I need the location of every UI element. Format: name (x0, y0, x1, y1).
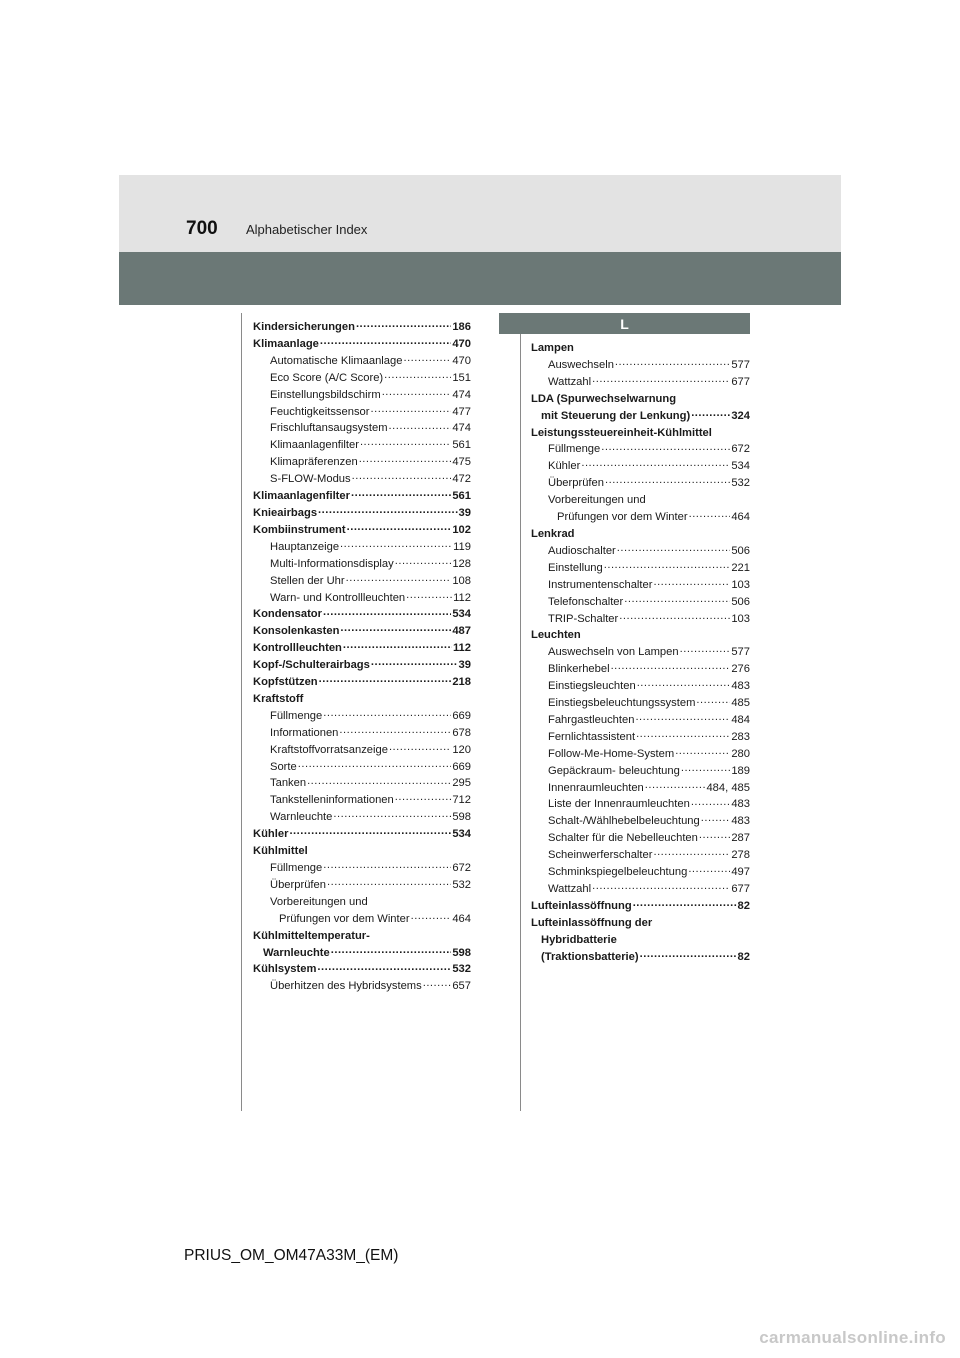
index-entry-page: 112 (452, 642, 471, 655)
index-entry-page: 534 (452, 828, 471, 841)
index-entry (531, 611, 750, 628)
index-entry-term: Klimapräferenzen (270, 456, 358, 469)
index-entry (253, 488, 471, 505)
dot-leader (619, 612, 730, 622)
dot-leader (351, 489, 451, 499)
index-entry (253, 775, 471, 792)
dot-leader (371, 405, 452, 415)
index-entry-page: 484 (731, 713, 750, 726)
index-entry-page: 119 (453, 540, 471, 553)
dot-leader (624, 595, 730, 605)
dot-leader (406, 591, 452, 601)
index-entry-page: 474 (452, 388, 471, 401)
index-entry-page: 657 (452, 980, 471, 993)
index-column-left (253, 319, 471, 995)
index-entry-term: Kühler (253, 828, 289, 841)
index-entry (531, 408, 750, 425)
index-entry-page: 103 (731, 612, 750, 625)
dot-leader (340, 540, 452, 550)
index-entry-term: Warnleuchte (270, 811, 333, 824)
index-entry-term: Überprüfen (270, 878, 326, 891)
index-entry-page: 497 (731, 866, 750, 879)
dot-leader (635, 713, 730, 723)
dot-leader (691, 797, 731, 807)
dot-leader (699, 831, 730, 841)
index-entry-page: 534 (452, 608, 471, 621)
header-dark-bar (119, 252, 841, 305)
index-entry (531, 627, 750, 644)
index-entry-term: Gepäckraum- beleuchtung (548, 764, 680, 777)
index-entry (531, 475, 750, 492)
index-entry-term: S-FLOW-Modus (270, 473, 351, 486)
index-entry-term: Knieairbags (253, 506, 318, 519)
index-entry (253, 759, 471, 776)
index-entry (531, 509, 750, 526)
dot-leader (675, 747, 730, 757)
index-entry (253, 556, 471, 573)
index-entry (531, 932, 750, 949)
dot-leader (359, 455, 452, 465)
index-entry-term: Tanken (270, 777, 307, 790)
dot-leader (389, 743, 451, 753)
index-entry (253, 894, 471, 911)
index-entry-term: Stellen der Uhr (270, 574, 345, 587)
dot-leader (347, 523, 452, 533)
dot-leader (423, 979, 452, 989)
index-entry-term: Fahrgastleuchten (548, 713, 635, 726)
index-entry-page: 151 (452, 371, 471, 384)
index-entry-term: Tankstelleninformationen (270, 794, 394, 807)
dot-leader (333, 810, 451, 820)
dot-leader (581, 459, 730, 469)
dot-leader (615, 358, 730, 368)
index-entry-page: 102 (452, 523, 471, 536)
index-entry-page: 532 (731, 477, 750, 490)
dot-leader (611, 662, 731, 672)
index-entry-term: mit Steuerung der Lenkung) (541, 409, 691, 422)
watermark: carmanualsonline.info (759, 1328, 946, 1347)
index-entry-term: Hauptanzeige (270, 540, 340, 553)
index-entry (253, 826, 471, 843)
index-entry-term: Klimaanlagenfilter (270, 439, 359, 452)
index-entry (531, 374, 750, 391)
dot-leader (395, 557, 452, 567)
index-entry-term: Auswechseln (548, 358, 614, 371)
dot-leader (323, 709, 451, 719)
dot-leader (298, 760, 452, 770)
dot-leader (636, 730, 730, 740)
index-entry-term: Füllmenge (548, 443, 601, 456)
index-entry (253, 657, 471, 674)
index-entry-page: 598 (452, 946, 471, 959)
index-entry-term: Überprüfen (548, 477, 604, 490)
dot-leader (601, 442, 730, 452)
index-entry (253, 353, 471, 370)
index-entry-term: Liste der Innenraumleuchten (548, 798, 690, 811)
footer-model-code: PRIUS_OM_OM47A33M_(EM) (184, 1247, 399, 1264)
dot-leader (384, 371, 451, 381)
index-entry-term: Multi-Informationsdisplay (270, 557, 394, 570)
index-entry (253, 573, 471, 590)
index-entry-term: Leistungssteuereinheit-Kühlmittel (531, 426, 712, 439)
index-entry-page: 677 (731, 883, 750, 895)
index-entry (253, 945, 471, 962)
index-entry (253, 420, 471, 437)
index-entry-term: (Traktionsbatterie) (541, 950, 639, 963)
index-entry (531, 915, 750, 932)
index-entry-term: Warn- und Kontrollleuchten (270, 591, 406, 604)
index-entry (531, 644, 750, 661)
dot-leader (653, 848, 730, 858)
index-entry-term: Blinkerhebel (548, 663, 610, 676)
index-entry-term: TRIP-Schalter (548, 612, 619, 625)
dot-leader (689, 510, 731, 520)
index-entry-page: 672 (452, 862, 471, 874)
dot-leader (633, 899, 737, 909)
index-entry (531, 492, 750, 509)
index-entry-page: 82 (737, 899, 750, 912)
index-entry-page: 474 (452, 422, 471, 435)
index-entry-term: Instrumentenschalter (548, 578, 653, 591)
dot-leader (318, 506, 458, 516)
index-entry (531, 898, 750, 915)
index-entry (531, 560, 750, 577)
index-entry-term: LDA (Spurwechselwarnung (531, 392, 677, 405)
index-entry (253, 961, 471, 978)
dot-leader (680, 645, 731, 655)
index-entry (531, 746, 750, 763)
index-entry-term: Einstellung (548, 561, 603, 574)
index-entry-term: Kondensator (253, 608, 322, 621)
index-entry-term: Auswechseln von Lampen (548, 646, 679, 659)
index-entry (531, 391, 750, 408)
index-entry-term: Fernlichtassistent (548, 730, 636, 743)
index-entry-term: Lenkrad (531, 527, 575, 540)
index-entry-term: Kühlmittel (253, 845, 308, 858)
index-entry (253, 539, 471, 556)
index-entry-term: Follow-Me-Home-System (548, 747, 675, 760)
index-entry-term: Kraftstoff (253, 692, 304, 705)
index-entry (253, 522, 471, 539)
dot-leader (360, 438, 451, 448)
index-entry-page: 276 (731, 663, 750, 676)
index-entry-term: Hybridbatterie (541, 933, 617, 946)
dot-leader (411, 912, 452, 922)
index-entry-term: Füllmenge (270, 862, 323, 874)
index-entry-page: 221 (731, 561, 750, 574)
index-entry-term: Kraftstoffvorratsanzeige (270, 743, 388, 756)
index-entry-page: 669 (452, 709, 471, 722)
index-entry (253, 708, 471, 725)
index-entry (253, 623, 471, 640)
dot-leader (592, 882, 730, 892)
dot-leader (289, 827, 451, 837)
index-entry-page: 475 (452, 456, 471, 469)
index-entry-page: 103 (731, 578, 750, 591)
index-entry-term: Leuchten (531, 629, 581, 642)
index-entry (531, 594, 750, 611)
index-entry (531, 441, 750, 458)
index-entry-term: Kühlmitteltemperatur- (253, 929, 370, 942)
dot-leader (327, 878, 451, 888)
index-entry-page: 218 (452, 676, 471, 689)
index-entry-page: 464 (452, 912, 471, 925)
dot-leader (617, 544, 731, 554)
index-entry (253, 978, 471, 995)
dot-leader (681, 764, 730, 774)
index-entry-term: Kühler (548, 460, 581, 473)
dot-leader (691, 409, 730, 419)
index-entry (531, 763, 750, 780)
index-entry-page: 186 (452, 321, 471, 333)
index-entry (531, 796, 750, 813)
index-entry-page: 283 (731, 730, 750, 743)
dot-leader (645, 781, 706, 791)
index-entry (253, 404, 471, 421)
index-entry-term: Vorbereitungen und (548, 494, 646, 507)
index-entry-page: 483 (731, 680, 750, 693)
index-entry (253, 928, 471, 945)
index-entry-term: Klimaanlage (253, 337, 319, 350)
index-entry (253, 454, 471, 471)
index-entry-page: 712 (452, 794, 471, 807)
index-entry-page: 472 (452, 473, 471, 486)
index-entry-page: 280 (731, 747, 750, 760)
index-entry-page: 484, 485 (706, 781, 750, 794)
dot-leader (382, 388, 452, 398)
index-entry-page: 561 (452, 439, 471, 452)
index-entry-term: Telefonschalter (548, 595, 624, 608)
index-entry-page: 108 (452, 574, 471, 587)
dot-leader (319, 675, 452, 685)
dot-leader (688, 865, 730, 875)
index-entry-page: 532 (452, 878, 471, 891)
dot-leader (346, 574, 452, 584)
dot-leader (352, 472, 452, 482)
index-entry-page: 669 (452, 760, 471, 773)
index-entry (253, 674, 471, 691)
index-entry (531, 847, 750, 864)
index-entry-term: Klimaanlagenfilter (253, 490, 350, 503)
dot-leader (320, 337, 451, 347)
index-entry-page: 487 (452, 625, 471, 638)
index-entry (253, 471, 471, 488)
index-entry (531, 695, 750, 712)
index-entry-page: 287 (731, 832, 750, 845)
dot-leader (653, 578, 730, 588)
index-entry (253, 505, 471, 522)
index-entry-page: 470 (452, 337, 471, 350)
index-entry-term: Kühlsystem (253, 963, 317, 976)
index-entry (531, 458, 750, 475)
dot-leader (307, 776, 451, 786)
dot-leader (343, 641, 452, 651)
index-entry-term: Frischluftansaugsystem (270, 422, 388, 435)
dot-leader (403, 354, 451, 364)
index-entry (531, 949, 750, 966)
index-entry (531, 543, 750, 560)
index-entry-page: 561 (452, 490, 471, 503)
page-title: Alphabetischer Index (246, 222, 368, 237)
index-entry (253, 640, 471, 657)
index-entry (531, 780, 750, 797)
index-entry-page: 39 (458, 506, 471, 519)
index-entry-page: 534 (731, 460, 750, 473)
index-entry (253, 590, 471, 607)
index-entry-term: Sorte (270, 760, 297, 773)
index-entry-term: Füllmenge (270, 709, 323, 722)
dot-leader (340, 624, 451, 634)
index-entry-term: Kopf-/Schulterairbags (253, 659, 370, 672)
dot-leader (637, 679, 731, 689)
dot-leader (592, 375, 730, 385)
index-entry-page: 189 (731, 764, 750, 777)
index-entry (531, 357, 750, 374)
section-letter-bar: L (499, 313, 750, 334)
index-entry-term: Schalter für die Nebelleuchten (548, 832, 698, 845)
index-entry-page: 577 (731, 358, 750, 371)
index-entry-page: 278 (731, 849, 750, 862)
index-entry-term: Lampen (531, 342, 574, 354)
index-entry-term: Informationen (270, 726, 339, 739)
index-entry-term: Eco Score (A/C Score) (270, 371, 384, 384)
index-entry (253, 843, 471, 860)
index-entry-page: 112 (453, 591, 471, 604)
index-entry-term: Wattzahl (548, 375, 592, 388)
index-entry (253, 606, 471, 623)
index-entry-page: 678 (452, 726, 471, 739)
index-entry (253, 437, 471, 454)
index-entry (531, 729, 750, 746)
index-entry-term: Einstellungsbildschirm (270, 388, 381, 401)
index-entry (531, 425, 750, 442)
index-entry-page: 485 (731, 697, 750, 710)
index-entry-page: 483 (731, 815, 750, 828)
index-entry-term: Überhitzen des Hybridsystems (270, 980, 422, 993)
index-entry-page: 295 (452, 777, 471, 790)
index-entry-page: 506 (731, 544, 750, 557)
index-entry-page: 506 (731, 595, 750, 608)
index-entry-term: Lufteinlassöffnung der (531, 916, 653, 929)
index-entry-page: 464 (731, 511, 750, 524)
index-entry (531, 712, 750, 729)
dot-leader (339, 726, 451, 736)
index-entry (531, 678, 750, 695)
index-entry-page: 672 (731, 443, 750, 456)
index-entry-page: 39 (458, 659, 471, 672)
index-entry-term: Einstiegsbeleuchtungssystem (548, 697, 696, 710)
index-entry (253, 336, 471, 353)
dot-leader (395, 793, 452, 803)
index-entry-page: 532 (452, 963, 471, 976)
index-entry-term: Kombiinstrument (253, 523, 346, 536)
index-entry (253, 725, 471, 742)
index-entry (253, 809, 471, 826)
index-entry (531, 577, 750, 594)
index-entry-term: Vorbereitungen und (270, 895, 368, 908)
index-entry-term: Prüfungen vor dem Winter (279, 912, 410, 925)
index-entry (253, 911, 471, 928)
index-entry-term: Innenraumleuchten (548, 781, 644, 794)
page-number: 700 (186, 218, 218, 239)
index-entry (253, 860, 471, 877)
index-entry (531, 340, 750, 357)
index-entry-term: Einstiegsleuchten (548, 680, 636, 693)
dot-leader (605, 476, 730, 486)
index-entry-term: Schminkspiegelbeleuchtung (548, 866, 688, 879)
index-entry-page: 477 (452, 405, 471, 418)
index-entry (253, 319, 471, 336)
dot-leader (356, 320, 451, 330)
index-entry-term: Kindersicherungen (253, 321, 355, 333)
index-entry-page: 483 (731, 798, 750, 811)
index-entry (253, 792, 471, 809)
dot-leader (323, 861, 451, 871)
index-entry-page: 677 (731, 375, 750, 388)
right-column-rule (520, 313, 521, 1111)
index-entry (531, 830, 750, 847)
index-entry (253, 691, 471, 708)
index-entry-term: Audioschalter (548, 544, 616, 557)
dot-leader (640, 950, 737, 960)
index-entry (253, 742, 471, 759)
index-entry-page: 324 (731, 409, 750, 422)
index-entry-term: Prüfungen vor dem Winter (557, 511, 688, 524)
index-entry-term: Feuchtigkeitssensor (270, 405, 370, 418)
index-entry (531, 864, 750, 881)
index-entry-term: Kontrollleuchten (253, 642, 342, 655)
index-entry-term: Kopfstützen (253, 676, 318, 689)
index-entry (531, 526, 750, 543)
index-entry (253, 387, 471, 404)
left-column-rule (241, 313, 242, 1111)
index-entry (531, 881, 750, 898)
dot-leader (371, 658, 458, 668)
index-entry (253, 877, 471, 894)
index-entry (253, 370, 471, 387)
index-column-right (531, 340, 750, 966)
index-entry-page: 120 (452, 743, 471, 756)
index-entry-term: Automatische Klimaanlage (270, 354, 403, 367)
dot-leader (317, 962, 451, 972)
dot-leader (701, 814, 731, 824)
index-entry-term: Warnleuchte (263, 946, 330, 959)
dot-leader (323, 607, 451, 617)
index-entry-term: Scheinwerferschalter (548, 849, 653, 862)
index-entry-term: Lufteinlassöffnung (531, 899, 632, 912)
index-entry-page: 128 (452, 557, 471, 570)
index-entry-term: Wattzahl (548, 883, 592, 895)
index-entry (531, 661, 750, 678)
index-entry-term: Konsolenkasten (253, 625, 340, 638)
dot-leader (696, 696, 730, 706)
index-entry-term: Schalt-/Wählhebelbeleuchtung (548, 815, 700, 828)
dot-leader (389, 421, 452, 431)
index-entry-page: 470 (452, 354, 471, 367)
index-entry-page: 577 (731, 646, 750, 659)
index-entry (531, 813, 750, 830)
index-entry-page: 82 (737, 950, 750, 963)
dot-leader (331, 946, 452, 956)
index-entry-page: 598 (452, 811, 471, 824)
dot-leader (604, 561, 731, 571)
